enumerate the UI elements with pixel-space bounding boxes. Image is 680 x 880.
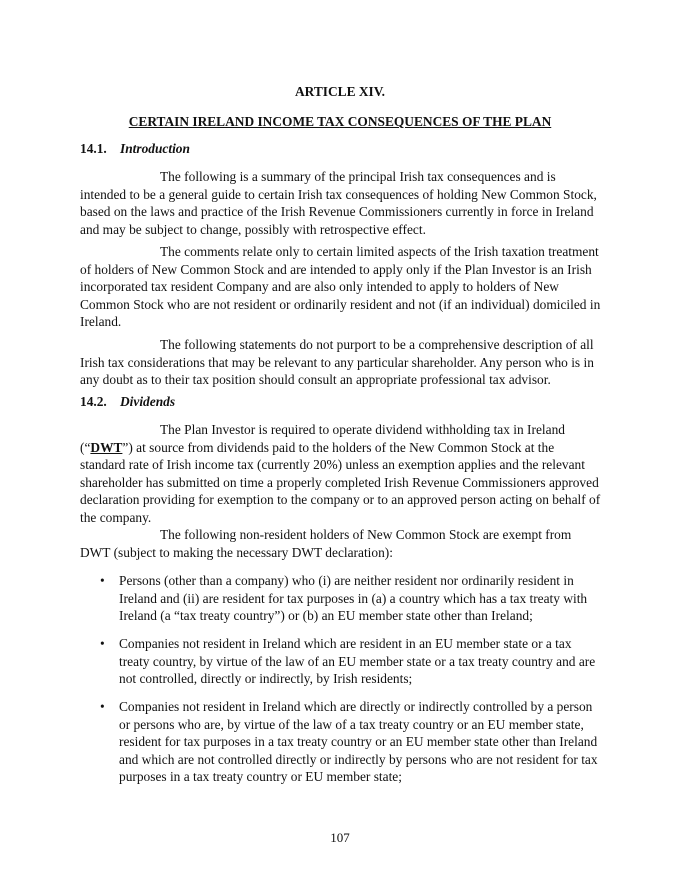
dwt-paragraph-end: ”) at source from dividends paid to the holders of the New Common Stock at the standard rate of Irish income tax (currently 20%) unless an exemption applies and the relevant shareholder has submitted on time a properly completed Irish Revenue Commissioners approved declaration providing for exemption to the company or to an approved person acting on behalf of the company. xyxy=(80,439,601,525)
intro-paragraph-1: The following is a summary of the principal Irish tax consequences and is intended to be a general guide to certain Irish tax consequences of holding New Common Stock, based on the laws and practice of the Irish Revenue Commissioners currently in force in Ireland and may be subject to change, possibly with retrospective effect. xyxy=(80,169,597,237)
section-title: Dividends xyxy=(120,394,176,409)
intro-paragraph-3: The following statements do not purport to be a comprehensive description of all Irish tax considerations that may be relevant to any particular shareholder. Any person who is in any doubt as to their tax position should consult an appropriate professional tax advisor. xyxy=(80,337,594,388)
article-title: CERTAIN IRELAND INCOME TAX CONSEQUENCES OF THE PLAN xyxy=(128,114,552,129)
dwt-defined-term: DWT xyxy=(90,439,123,455)
list-item-text: Persons (other than a company) who (i) are neither resident nor ordinarily resident in Ireland and (ii) are resident for tax purposes in (a) a country which has a tax treaty with Ireland (a “tax treaty country”) or (b) an EU member state other than Ireland; xyxy=(119,573,588,624)
list-item-text: Companies not resident in Ireland which are directly or indirectly controlled by a person or persons who are, by virtue of the law of a tax treaty country or an EU member state, resident for tax purposes in a tax treaty country or an EU member state other than Ireland and which are not controlled directly or indirectly by persons who are not resident for tax purposes in a tax treaty country or EU member state; xyxy=(119,699,598,785)
section-number: 14.2. xyxy=(80,394,107,409)
section-number: 14.1. xyxy=(80,141,107,156)
exempt-intro-paragraph: The following non-resident holders of New Common Stock are exempt from DWT (subject to making the necessary DWT declaration): xyxy=(80,527,572,560)
section-title: Introduction xyxy=(120,141,190,156)
section-14-2-heading xyxy=(80,393,175,411)
bullet-icon: • xyxy=(100,699,105,714)
dwt-paragraph xyxy=(80,421,602,527)
dwt-paragraph-start: The Plan Investor is required to operate dividend withholding tax in Ireland (“ xyxy=(80,422,565,455)
article-number: ARTICLE XIV. xyxy=(294,84,386,99)
intro-paragraph-2: The comments relate only to certain limited aspects of the Irish taxation treatment of holders of New Common Stock and are intended to apply only if the Plan Investor is an Irish incorporated tax resident Company and are also only intended to apply to holders of New Common Stock who are not resident or ordinarily resident and not (if an individual) domiciled in Ireland. xyxy=(80,244,601,330)
page-number: 107 xyxy=(330,830,350,845)
bullet-icon: • xyxy=(100,573,105,588)
bullet-icon: • xyxy=(100,636,105,651)
section-14-1-heading xyxy=(80,140,190,158)
list-item-text: Companies not resident in Ireland which are resident in an EU member state or a tax treaty country, by virtue of the law of an EU member state or a tax treaty country and are not controlled, directly or indirectly, by Irish residents; xyxy=(119,636,596,687)
